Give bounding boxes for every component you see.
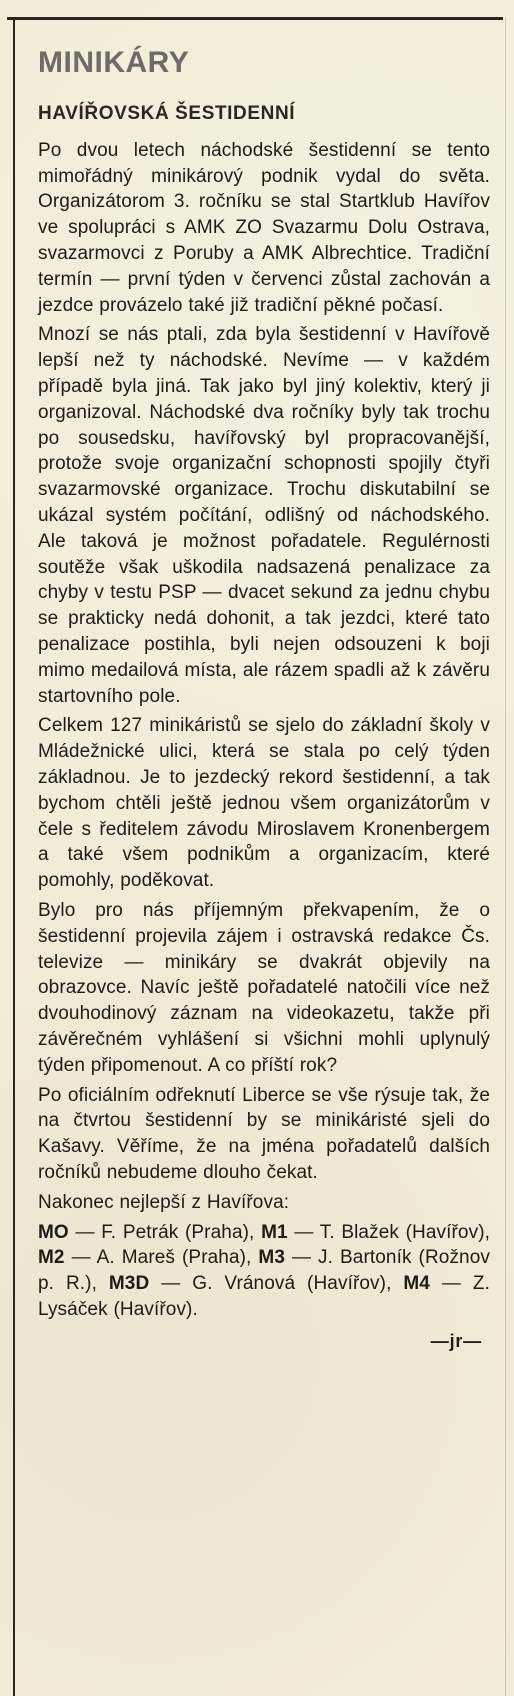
result-entry-m4: — Z. Lysáček (Havířov). bbox=[38, 1273, 490, 1320]
result-category-m1: M1 bbox=[261, 1221, 288, 1243]
result-entry-m2: — A. Mareš (Praha), bbox=[64, 1247, 259, 1269]
result-entry-mo: — F. Petrák (Praha), bbox=[68, 1221, 262, 1243]
article-paragraph-2: Mnozí se nás ptali, zda byla šestidenní v Havířově lepší než ty náchodské. Nevíme — v každém případě byla jiná. Tak jako byl jiný kolektiv, který ji organizoval. Náchodské dva ročníky byly tak trochu po sousedsku, havířovský byl propracovanější, protože svoje organizační schopnosti spojily čtyři svazarmovské organizace. Trochu diskutabilní se ukázal systém počítání, odlišný od náchodského. Ale taková je možnost pořadatele. Regulérnosti soutěže však uškodila nadsazená penalizace za chyby v testu PSP — dvacet sekund za jednu chybu se prakticky nedá dohonit, a tak jezdci, které tato penalizace postihla, byli nejen odsouzeni k boji mimo medailová místa, ale rázem spadli až k závěru startovního pole. bbox=[38, 324, 490, 707]
right-page-edge bbox=[505, 17, 506, 1696]
result-entry-m1: — T. Blažek (Havířov), bbox=[287, 1221, 491, 1243]
article-paragraph-4: Bylo pro nás příjemným překvapením, že o šestidenní projevila zájem i ostravská redakce Čs. televize — minikáry se dvakrát objevily na obrazovce. Navíc ještě pořadatelé natočili více než dvouhodinový záznam na videokazetu, takže při závěrečném vyhlášení si všichni mohli uplynulý týden připomenout. A co příští rok? bbox=[38, 900, 490, 1076]
top-rule bbox=[7, 17, 503, 20]
article-paragraph-5: Po oficiálním odřeknutí Liberce se vše rýsuje tak, že na čtvrtou šestidenní by se minikáristé sjeli do Kašavy. Věříme, že na jména pořadatelů dalších ročníků nebudeme dlouho čekat. bbox=[38, 1084, 490, 1183]
article-paragraph-6: Nakonec nejlepší z Havířova: bbox=[38, 1191, 290, 1213]
result-category-m2: M2 bbox=[38, 1247, 65, 1269]
result-category-m4: M4 bbox=[403, 1273, 430, 1295]
results-list bbox=[38, 1220, 490, 1323]
article-column bbox=[38, 48, 490, 1352]
result-category-mo: MO bbox=[38, 1221, 69, 1243]
result-entry-m3d: — G. Vránová (Havířov), bbox=[149, 1273, 404, 1295]
result-category-m3: M3 bbox=[258, 1247, 286, 1269]
left-column-rule bbox=[13, 17, 15, 1696]
result-entry-m3: — J. Bartoník (Rožnov p. R.), bbox=[38, 1247, 490, 1295]
result-category-m3d: M3D bbox=[108, 1273, 150, 1295]
section-title: MINIKÁRY bbox=[38, 46, 190, 79]
article-paragraph-1: Po dvou letech náchodské šestidenní se tento mimořádný minikárový podnik vydal do světa. Organizátorom 3. ročníku se stal Startklub Havířov ve spolupráci s AMK ZO Svazarmu Dolu Ostrava, svazarmovci z Poruby a AMK Albrechtice. Tradiční termín — první týden v červenci zůstal zachován a jezdce provázelo také již tradiční pěkné počasí. bbox=[38, 139, 490, 316]
article-paragraph-3: Celkem 127 minikáristů se sjelo do základní školy v Mládežnické ulici, která se stala po celý týden základnou. Je to jezdecký rekord šestidenní, a tak bychom chtěli ještě jednou všem organizátorům v čele s ředitelem závodu Miroslavem Kronenbergem a také všem podnikům a organizacím, které pomohly, poděkovat. bbox=[38, 715, 490, 892]
author-signature: —jr— bbox=[430, 1330, 482, 1351]
article-title: HAVÍŘOVSKÁ ŠESTIDENNÍ bbox=[38, 103, 296, 124]
